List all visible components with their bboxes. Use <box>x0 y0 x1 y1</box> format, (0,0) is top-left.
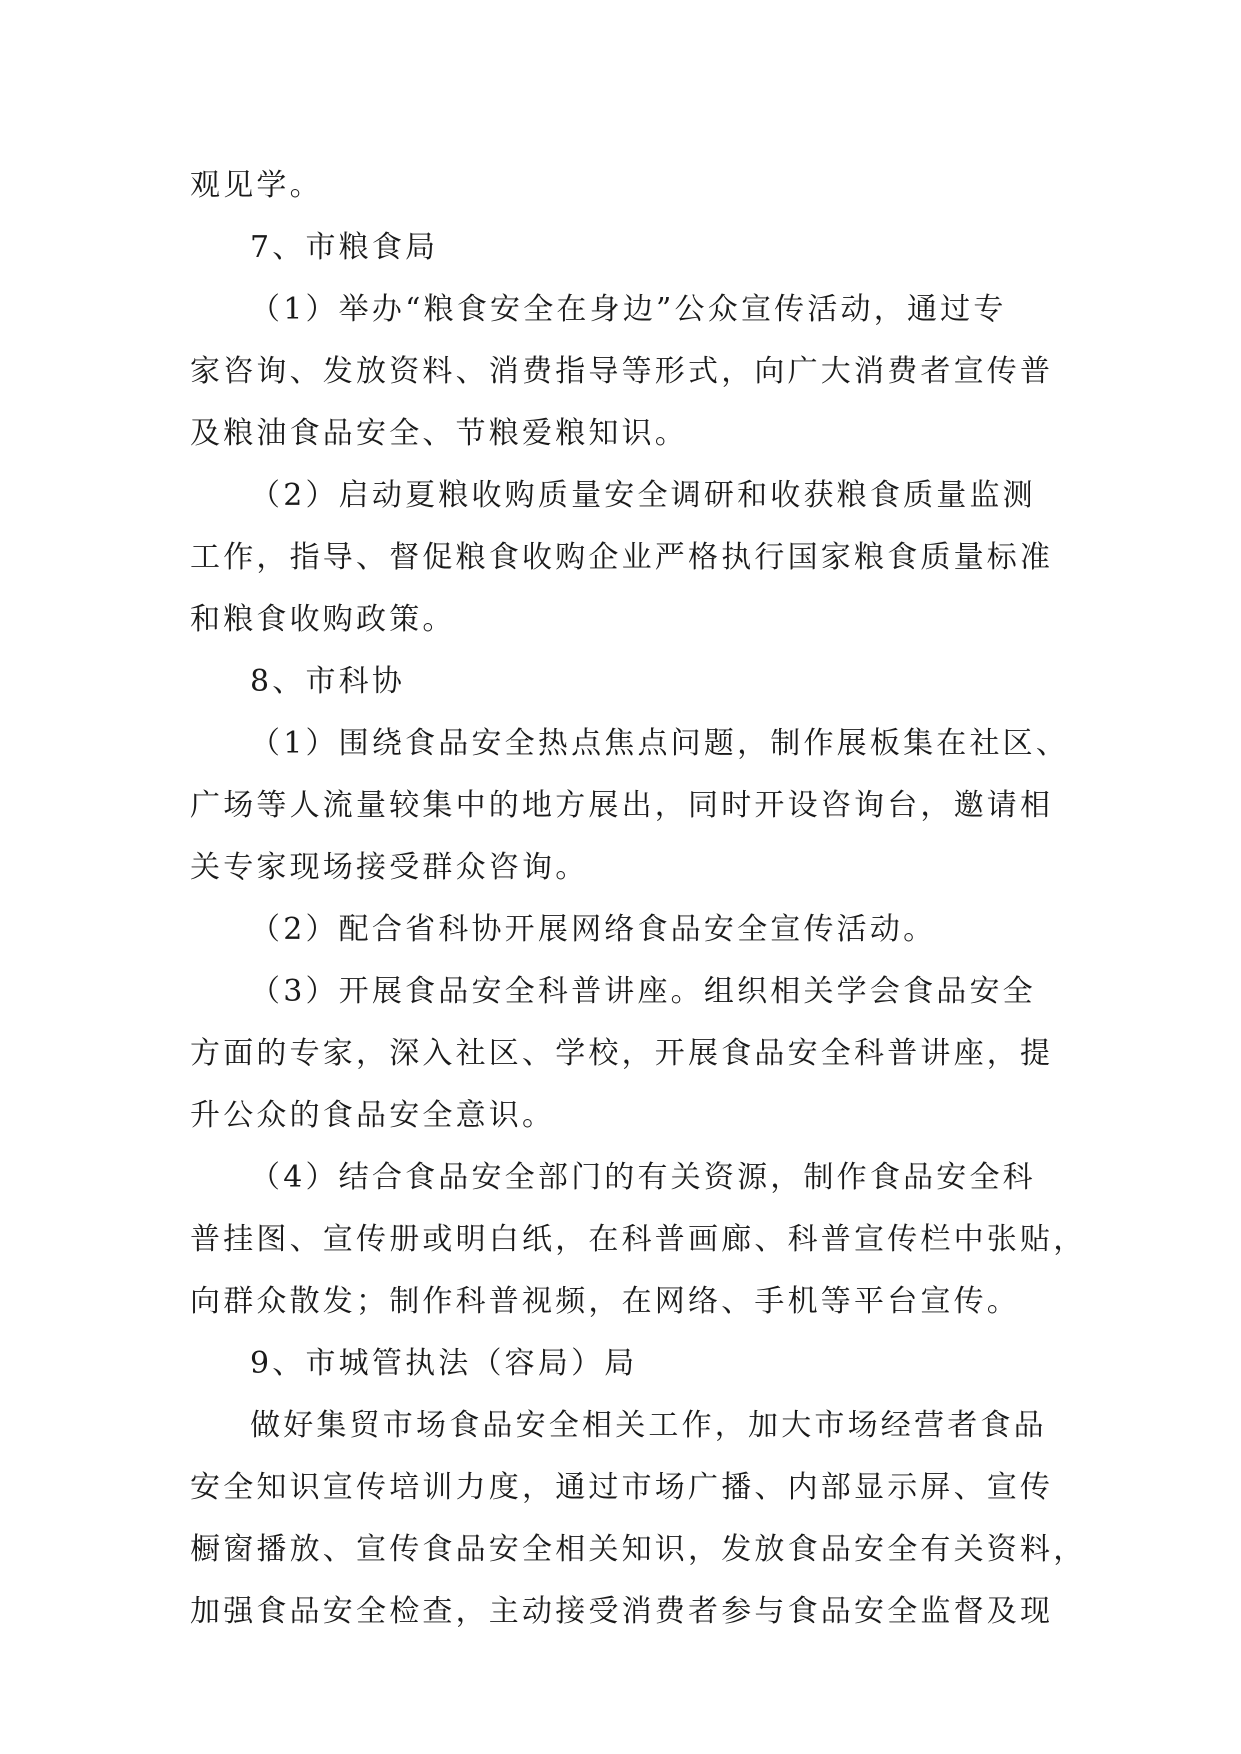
text-line: 方面的专家，深入社区、学校，开展食品安全科普讲座，提 <box>190 1036 1054 1071</box>
section-heading: 7、市粮食局 <box>250 230 439 265</box>
text-line: （4）结合食品安全部门的有关资源，制作食品安全科 <box>250 1160 1036 1195</box>
text-line: （3）开展食品安全科普讲座。组织相关学会食品安全 <box>250 974 1036 1009</box>
text-line: 做好集贸市场食品安全相关工作，加大市场经营者食品 <box>250 1408 1047 1443</box>
text-line: 向群众散发；制作科普视频，在网络、手机等平台宣传。 <box>190 1284 1020 1319</box>
text-line: 加强食品安全检查，主动接受消费者参与食品安全监督及现 <box>190 1594 1054 1629</box>
text-line: 普挂图、宣传册或明白纸，在科普画廊、科普宣传栏中张贴， <box>190 1222 1087 1257</box>
text-line: 观见学。 <box>190 168 323 203</box>
text-line: 关专家现场接受群众咨询。 <box>190 850 589 885</box>
text-line: 升公众的食品安全意识。 <box>190 1098 556 1133</box>
text-line: （2）配合省科协开展网络食品安全宣传活动。 <box>250 912 937 947</box>
text-line: 及粮油食品安全、节粮爱粮知识。 <box>190 416 688 451</box>
text-line: 工作，指导、督促粮食收购企业严格执行国家粮食质量标准 <box>190 540 1054 575</box>
text-line: （1）举办“粮食安全在身边”公众宣传活动，通过专 <box>250 292 1007 327</box>
section-heading: 9、市城管执法（容局）局 <box>250 1346 638 1381</box>
text-line: （2）启动夏粮收购质量安全调研和收获粮食质量监测 <box>250 478 1036 513</box>
text-line: 橱窗播放、宣传食品安全相关知识，发放食品安全有关资料， <box>190 1532 1087 1567</box>
text-line: （1）围绕食品安全热点焦点问题，制作展板集在社区、 <box>250 726 1070 761</box>
text-line: 安全知识宣传培训力度，通过市场广播、内部显示屏、宣传 <box>190 1470 1054 1505</box>
section-heading: 8、市科协 <box>250 664 406 699</box>
document-body <box>190 155 1087 1643</box>
text-line: 广场等人流量较集中的地方展出，同时开设咨询台，邀请相 <box>190 788 1054 823</box>
text-line: 家咨询、发放资料、消费指导等形式，向广大消费者宣传普 <box>190 354 1054 389</box>
text-line: 和粮食收购政策。 <box>190 602 456 637</box>
